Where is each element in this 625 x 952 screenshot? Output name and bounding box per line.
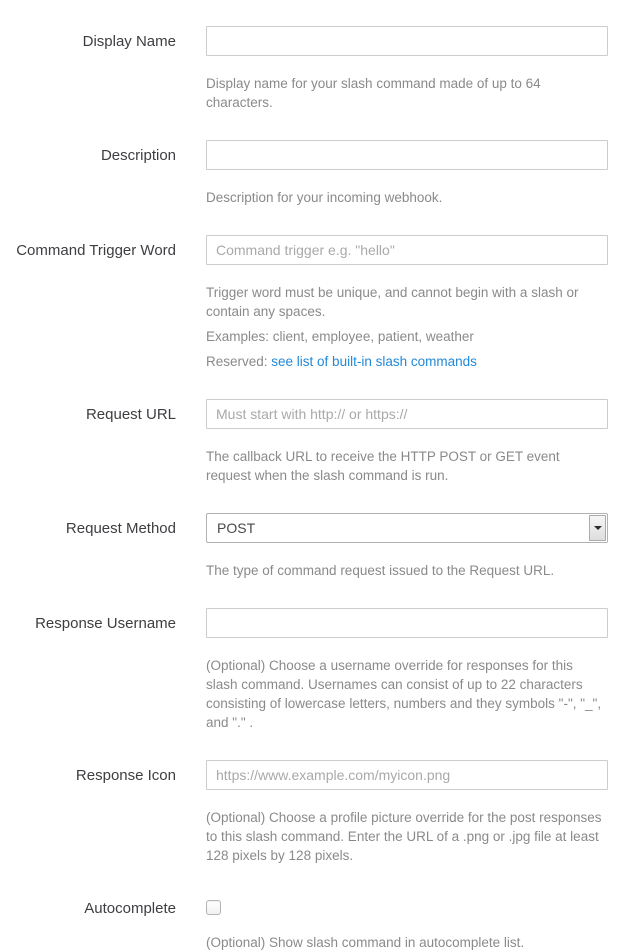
request-url-label: Request URL xyxy=(85,406,176,423)
trigger-word-label: Command Trigger Word xyxy=(16,242,176,259)
response-icon-label: Response Icon xyxy=(75,767,176,784)
request-method-help: The type of command request issued to the Request URL. xyxy=(206,563,555,578)
form-group-response-username xyxy=(0,608,625,732)
form-group-request-url xyxy=(0,399,625,485)
caret-down-icon xyxy=(594,526,602,530)
description-help: Description for your incoming webhook. xyxy=(206,190,443,205)
request-method-selected-value: POST xyxy=(217,520,256,536)
response-icon-help: (Optional) Choose a profile picture override for the post responses to this slash command. Enter the URL of a .png or .jpg file at least 128 pixels by 128 pixels. xyxy=(206,810,602,863)
autocomplete-checkbox[interactable] xyxy=(206,900,221,915)
request-method-label: Request Method xyxy=(65,520,176,537)
form-group-autocomplete xyxy=(0,893,625,952)
builtin-commands-link[interactable]: see list of built-in slash commands xyxy=(271,354,477,369)
reserved-prefix: Reserved: xyxy=(206,354,272,369)
autocomplete-help: (Optional) Show slash command in autocomplete list. xyxy=(206,935,525,950)
form-group-trigger-word xyxy=(0,235,625,371)
trigger-word-input[interactable] xyxy=(206,235,608,265)
trigger-word-reserved xyxy=(206,352,608,371)
request-url-input[interactable] xyxy=(206,399,608,429)
display-name-label: Display Name xyxy=(82,33,176,50)
response-username-input[interactable] xyxy=(206,608,608,638)
display-name-input[interactable] xyxy=(206,26,608,56)
trigger-word-help: Trigger word must be unique, and cannot begin with a slash or contain any spaces. xyxy=(206,285,579,319)
description-label: Description xyxy=(100,147,176,164)
response-username-help: (Optional) Choose a username override for responses for this slash command. Usernames can consist of up to 22 characters consisting of lowercase letters, numbers and they symbols "-", "_", and "." . xyxy=(206,658,602,730)
form-group-request-method xyxy=(0,513,625,580)
autocomplete-label: Autocomplete xyxy=(84,900,176,917)
trigger-word-examples: Examples: client, employee, patient, weather xyxy=(206,329,474,344)
description-input[interactable] xyxy=(206,140,608,170)
response-username-label: Response Username xyxy=(35,615,176,632)
display-name-help: Display name for your slash command made of up to 64 characters. xyxy=(206,76,541,110)
form-group-response-icon xyxy=(0,760,625,865)
form-group-description xyxy=(0,140,625,207)
select-dropdown-button[interactable] xyxy=(589,515,606,541)
request-method-select[interactable] xyxy=(206,513,608,543)
form-group-display-name xyxy=(0,26,625,112)
request-url-help: The callback URL to receive the HTTP POST or GET event request when the slash command is run. xyxy=(206,449,560,483)
response-icon-input[interactable] xyxy=(206,760,608,790)
